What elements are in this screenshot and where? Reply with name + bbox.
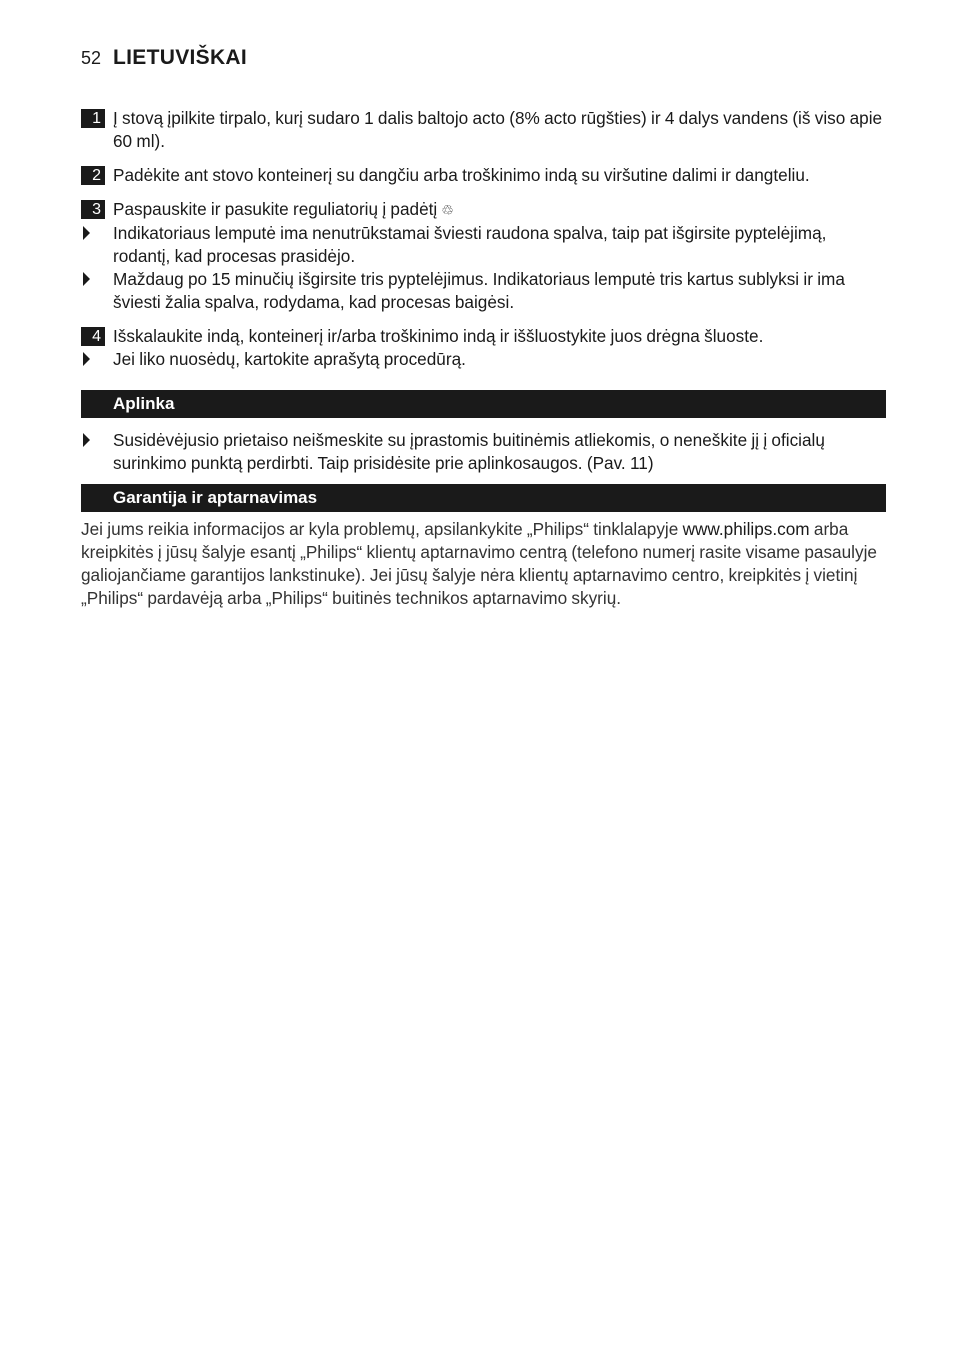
bullet-text: Susidėvėjusio prietaiso neišmeskite su įprastomis buitinėmis atliekomis, o neneškite jį į oficialų surinkimo punktą perdirbti. Taip prisidėsite prie aplinkosaugos. (Pav. 11)	[113, 430, 825, 473]
warranty-text-start: Jei jums reikia informacijos ar kyla problemų, apsilankykite „Philips“ tinklalapyje	[81, 519, 683, 539]
step-number-badge: 3	[81, 200, 105, 219]
bullet-arrow-icon	[83, 226, 90, 240]
step-number-badge: 4	[81, 327, 105, 346]
step-3	[81, 198, 886, 222]
step-number-badge: 1	[81, 109, 105, 128]
section-heading-warranty: Garantija ir aptarnavimas	[81, 484, 886, 512]
bullet-arrow-icon	[83, 272, 90, 286]
bullet-text: Indikatoriaus lemputė ima nenutrūkstamai šviesti raudona spalva, taip pat išgirsite pyptelėjimą, rodantį, kad procesas prasidėjo.	[113, 223, 827, 266]
step-1-text: Į stovą įpilkite tirpalo, kurį sudaro 1 dalis baltojo acto (8% acto rūgšties) ir 4 dalys vandens (iš viso apie 60 ml).	[113, 108, 883, 151]
page-number: 52	[81, 48, 102, 68]
page-header	[81, 46, 247, 70]
step-4-bullet	[81, 348, 886, 371]
environment-bullet	[81, 429, 886, 475]
step-3-bullet-2	[81, 268, 886, 314]
step-2	[81, 164, 886, 187]
step-4-text: Išskalaukite indą, konteinerį ir/arba troškinimo indą ir iššluostykite juos drėgna šluoste.	[113, 326, 764, 346]
warranty-text-end: arba kreipkitės į jūsų šalyje esantį „Philips“ klientų aptarnavimo centrą (telefono numerį rasite visame pasaulyje galiojančiame garantijos lankstinuke). Jei jūsų šalyje nėra klientų aptarnavimo centro, kreipkitės į vietinį „Philips“ pardavėją arba „Philips“ buitinės technikos aptarnavimo skyrių.	[81, 519, 877, 608]
step-1	[81, 107, 886, 153]
language-title: LIETUVIŠKAI	[113, 46, 248, 69]
warranty-paragraph	[81, 518, 886, 610]
philips-website-link[interactable]: www.philips.com	[682, 519, 810, 539]
bullet-arrow-icon	[83, 352, 90, 366]
section-heading-environment: Aplinka	[81, 390, 886, 418]
page-content	[81, 107, 886, 610]
bullet-arrow-icon	[83, 433, 90, 447]
step-3-bullet-1	[81, 222, 886, 268]
bullet-text: Maždaug po 15 minučių išgirsite tris pyptelėjimus. Indikatoriaus lemputė tris kartus sublyksi ir ima šviesti žalia spalva, rodydama, kad procesas baigėsi.	[113, 269, 845, 312]
descale-position-icon: ♲	[441, 202, 454, 218]
step-3-text: Paspauskite ir pasukite reguliatorių į padėtį	[113, 199, 438, 219]
bullet-text: Jei liko nuosėdų, kartokite aprašytą procedūrą.	[113, 349, 466, 369]
step-4	[81, 325, 886, 348]
step-number-badge: 2	[81, 166, 105, 185]
step-2-text: Padėkite ant stovo konteinerį su dangčiu arba troškinimo indą su viršutine dalimi ir dangteliu.	[113, 165, 810, 185]
